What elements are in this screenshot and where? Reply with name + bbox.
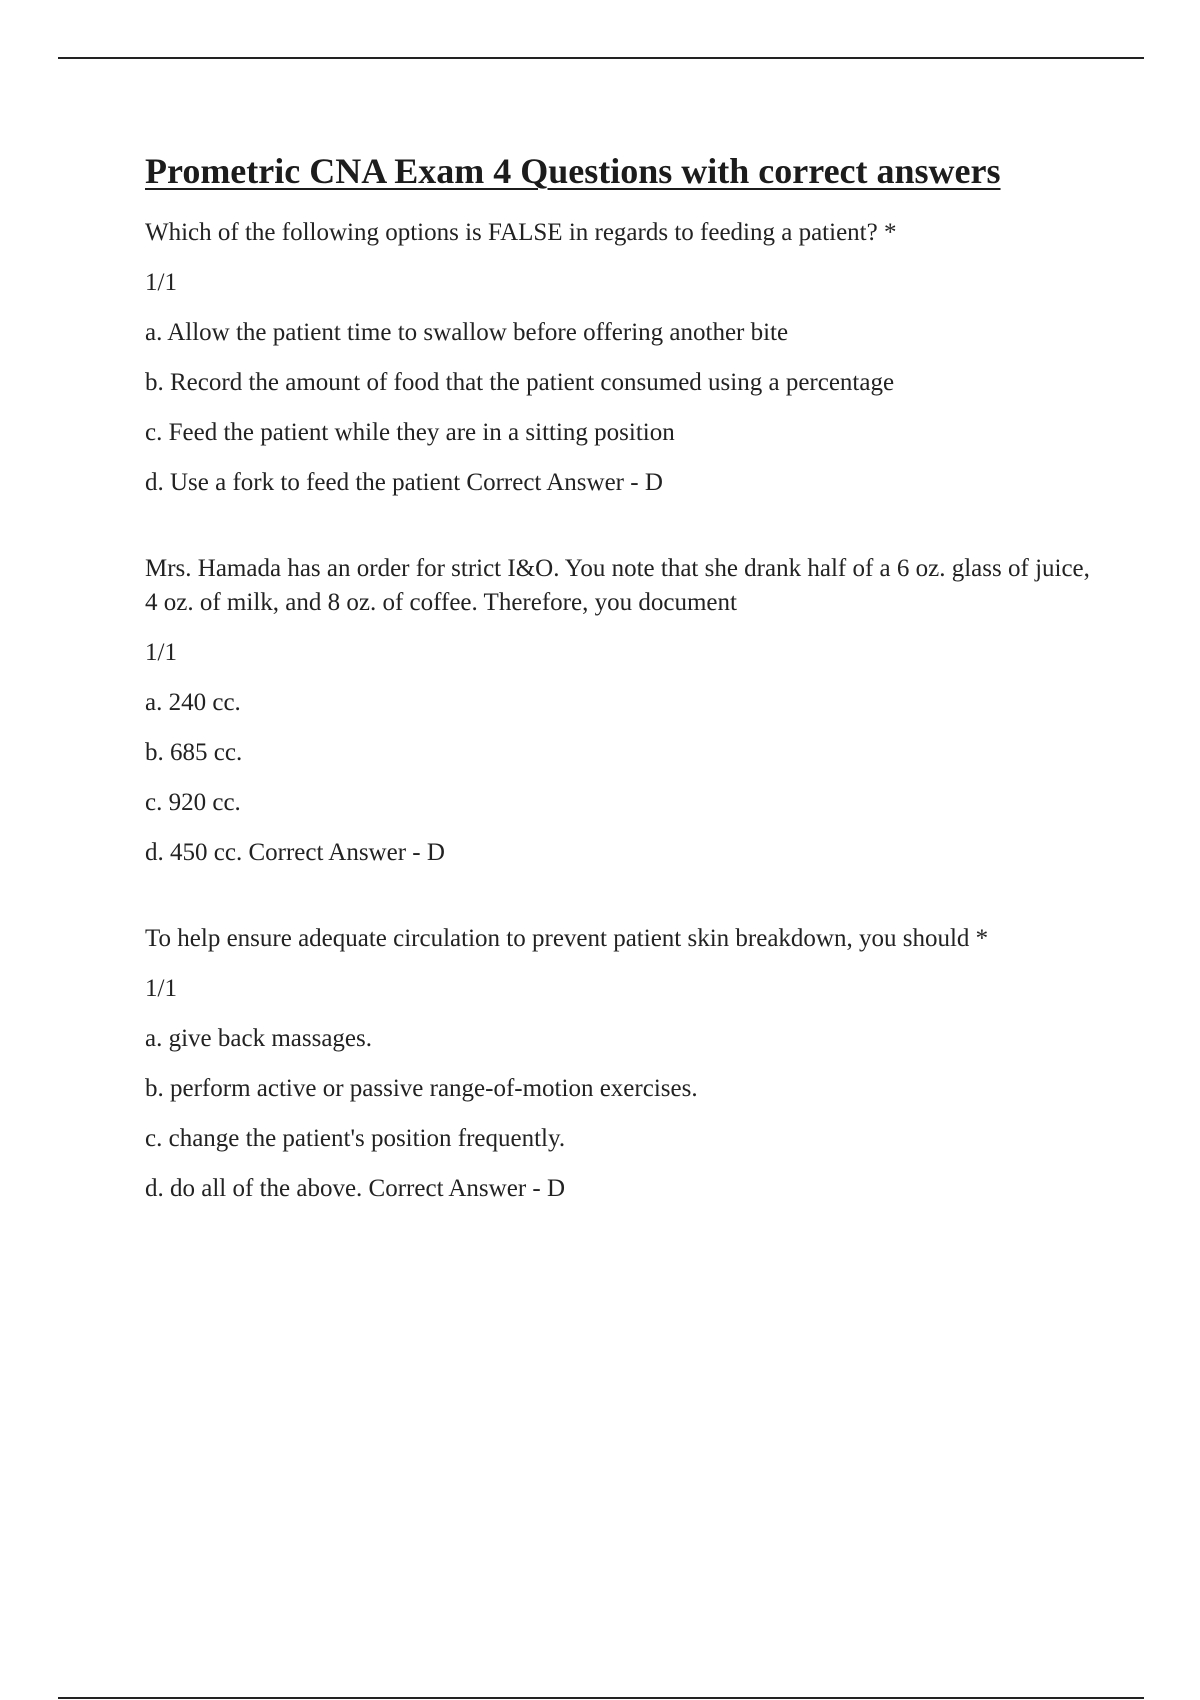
question-score: 1/1 [145, 269, 177, 296]
answer-options [145, 1022, 1095, 1206]
answer-option-a: a. give back massages. [145, 1025, 373, 1052]
question-text: Which of the following options is FALSE in regards to feeding a patient? * [145, 219, 897, 246]
question-score: 1/1 [145, 639, 177, 666]
question-text: Mrs. Hamada has an order for strict I&O. You note that she drank half of a 6 oz. glass of juice, 4 oz. of milk, and 8 oz. of coffee. Therefore, you document [145, 555, 1090, 616]
answer-option-b: b. 685 cc. [145, 739, 243, 766]
answer-option-c: c. 920 cc. [145, 789, 241, 816]
question-1 [145, 216, 1095, 500]
header-divider [58, 57, 1144, 59]
answer-option-b: b. perform active or passive range-of-motion exercises. [145, 1075, 698, 1102]
answer-option-c: c. change the patient's position frequently. [145, 1125, 566, 1152]
question-score: 1/1 [145, 975, 177, 1002]
answer-option-a: a. 240 cc. [145, 689, 241, 716]
answer-option-d: d. 450 cc. Correct Answer - D [145, 839, 445, 866]
answer-option-c: c. Feed the patient while they are in a sitting position [145, 419, 675, 446]
question-3 [145, 922, 1095, 1206]
footer-divider [58, 1697, 1144, 1699]
question-text: To help ensure adequate circulation to prevent patient skin breakdown, you should * [145, 925, 989, 952]
answer-option-d: d. do all of the above. Correct Answer - D [145, 1175, 566, 1202]
answer-option-d: d. Use a fork to feed the patient Correct Answer - D [145, 469, 663, 496]
answer-option-a: a. Allow the patient time to swallow before offering another bite [145, 319, 789, 346]
document-body [145, 146, 1095, 1206]
answer-option-b: b. Record the amount of food that the patient consumed using a percentage [145, 369, 895, 396]
answer-options [145, 316, 1095, 500]
document-title: Prometric CNA Exam 4 Questions with correct answers [145, 151, 1001, 191]
question-2 [145, 552, 1095, 870]
answer-options [145, 686, 1095, 870]
